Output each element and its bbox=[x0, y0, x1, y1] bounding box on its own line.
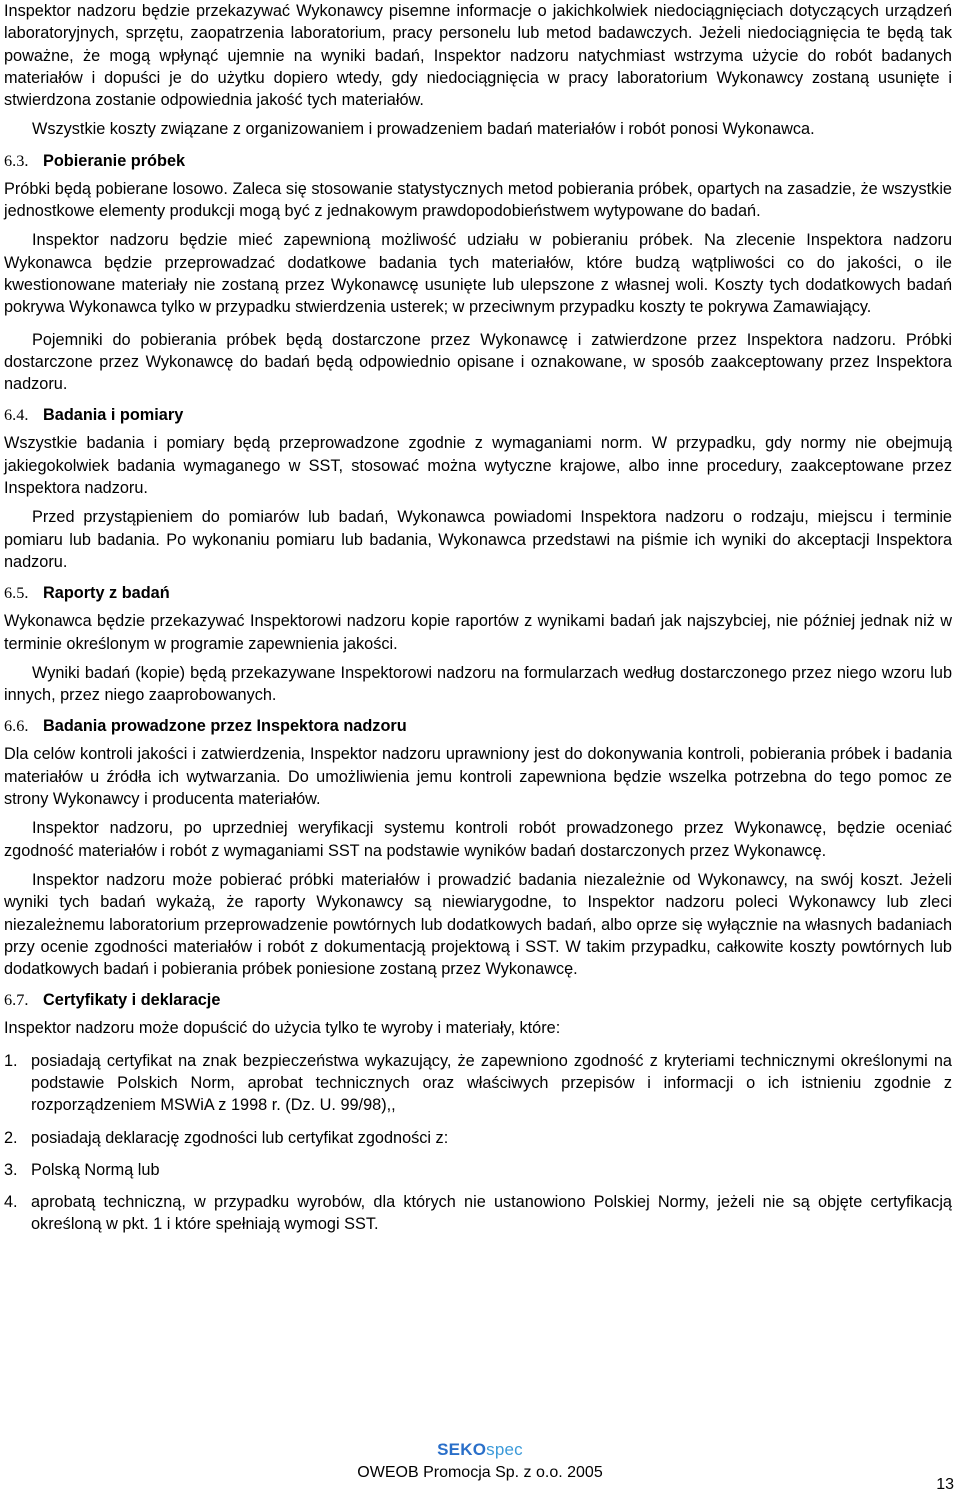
section-heading-6-4 bbox=[4, 404, 952, 426]
section-paragraph: Inspektor nadzoru może pobierać próbki materiałów i prowadzić badania niezależnie od Wykonawcy, na swój koszt. Jeżeli wyniki tych badań wykażą, że raporty Wykonawcy są niewiarygodne, to Inspektor nadzoru poleci Wykonawcy lub zleci niezależnemu laboratorium przeprowadzenie powtórnych lub dodatkowych badań, albo oprze się wyłącznie na własnych badaniach przy ocenie zgodności materiałów i robót z dokumentacją projektową i SST. W takim przypadku, całkowite koszty powtórnych lub dodatkowych badań i pobierania próbek poniesione zostaną przez Wykonawcę. bbox=[4, 870, 952, 979]
section-title: Badania prowadzone przez Inspektora nadzoru bbox=[43, 717, 407, 736]
section-paragraph: Przed przystąpieniem do pomiarów lub badań, Wykonawca powiadomi Inspektora nadzoru o rodzaju, miejscu i terminie pomiaru lub badania. Po wykonaniu pomiaru lub badania, Wykonawca przedstawi na piśmie ich wyniki do akceptacji Inspektora nadzoru. bbox=[4, 508, 952, 571]
section-heading-6-7 bbox=[4, 989, 952, 1011]
list-item-number: 3. bbox=[4, 1160, 18, 1179]
logo-part-spec: spec bbox=[486, 1440, 523, 1459]
certificate-list bbox=[4, 1050, 952, 1236]
footer-company: OWEOB Promocja Sp. z o.o. 2005 bbox=[357, 1464, 603, 1481]
section-number: 6.5. bbox=[4, 583, 29, 603]
section-paragraph: Inspektor nadzoru będzie mieć zapewnioną możliwość udziału w pobieraniu próbek. Na zlecenie Inspektora nadzoru Wykonawca będzie przeprowadzać dodatkowe badania tych materiałów, które budzą wątpliwości co do jakości, o ile kwestionowane materiały nie zostaną przez Wykonawcę usunięte lub ulepszone z własnej woli. Koszty tych dodatkowych badań pokrywa Wykonawca tylko w przypadku stwierdzenia usterek; w przeciwnym przypadku koszty te pokrywa Zamawiający. bbox=[4, 231, 952, 317]
section-paragraph: Pojemniki do pobierania próbek będą dostarczone przez Wykonawcę i zatwierdzone przez Inspektora nadzoru. Próbki dostarczone przez Wykonawcę do badań będą odpowiednio opisane i oznakowane, w sposób zaakceptowany przez Inspektora nadzoru. bbox=[4, 330, 952, 394]
section-paragraph: Wykonawca będzie przekazywać Inspektorowi nadzoru kopie raportów z wynikami badań jak najszybciej, nie później jednak niż w terminie określonym w programie zapewnienia jakości. bbox=[4, 612, 952, 653]
section-title: Raporty z badań bbox=[43, 584, 170, 603]
section-paragraph: Inspektor nadzoru, po uprzedniej weryfikacji systemu kontroli robót prowadzonego przez Wykonawcę, będzie oceniać zgodność materiałów i robót z wymaganiami SST na podstawie wyników badań dostarczonych przez Wykonawcę. bbox=[4, 819, 952, 860]
list-item bbox=[4, 1159, 952, 1181]
section-heading-6-5 bbox=[4, 582, 952, 604]
section-number: 6.6. bbox=[4, 716, 29, 736]
list-item-number: 2. bbox=[4, 1128, 18, 1147]
section-number: 6.3. bbox=[4, 150, 29, 170]
list-item-text: aprobatą techniczną, w przypadku wyrobów, dla których nie ustanowiono Polskiej Normy, jeżeli nie są objęte certyfikacją określoną w pkt. 1 i które spełniają wymogi SST. bbox=[31, 1193, 952, 1234]
section-paragraph: Inspektor nadzoru może dopuścić do użycia tylko te wyroby i materiały, które: bbox=[4, 1019, 561, 1038]
paragraph-costs: Wszystkie koszty związane z organizowaniem i prowadzeniem badań materiałów i robót ponosi Wykonawca. bbox=[32, 120, 815, 139]
section-title: Badania i pomiary bbox=[43, 406, 184, 425]
list-item-text: posiadają certyfikat na znak bezpieczeństwa wykazujący, że zapewniono zgodność z kryteriami technicznymi określonymi na podstawie Polskich Norm, aprobat technicznych oraz właściwych przepisów i informacji o ich istnieniu zgodnie z rozporządzeniem MSWiA z 1998 r. (Dz. U. 99/98),, bbox=[31, 1051, 952, 1115]
section-title: Pobieranie próbek bbox=[43, 151, 186, 170]
list-item bbox=[4, 1191, 952, 1236]
section-paragraph: Wszystkie badania i pomiary będą przeprowadzone zgodnie z wymaganiami norm. W przypadku, gdy normy nie obejmują jakiegokolwiek badania wymaganego w SST, stosować można wytyczne krajowe, albo inne procedury, zaakceptowane przez Inspektora nadzoru. bbox=[4, 434, 952, 498]
section-heading-6-6 bbox=[4, 715, 952, 737]
section-heading-6-3 bbox=[4, 150, 952, 172]
section-number: 6.4. bbox=[4, 405, 29, 425]
list-item-text: posiadają deklarację zgodności lub certyfikat zgodności z: bbox=[31, 1128, 449, 1147]
paragraph-lab-deficiencies: Inspektor nadzoru będzie przekazywać Wykonawcy pisemne informacje o jakichkolwiek niedociągnięciach dotyczących urządzeń laboratoryjnych, sprzętu, zaopatrzenia laboratorium, pracy personelu lub metod badawczych. Jeżeli niedociągnięcia te będą tak poważne, że mogą wpłynąć ujemnie na wyniki badań, Inspektor nadzoru natychmiast wstrzyma użycie do robót badanych materiałów i dopuści je do użytku dopiero wtedy, gdy niedociągnięcia w pracy laboratorium Wykonawcy zostaną usunięte i stwierdzona zostanie odpowiednia jakość tych materiałów. bbox=[4, 2, 952, 110]
section-title: Certyfikaty i deklaracje bbox=[43, 991, 221, 1010]
section-paragraph: Wyniki badań (kopie) będą przekazywane Inspektorowi nadzoru na formularzach według dostarczonego przez niego wzoru lub innych, przez niego zaaprobowanych. bbox=[4, 663, 952, 705]
list-item bbox=[4, 1050, 952, 1117]
document-page bbox=[4, 0, 952, 1236]
list-item-number: 1. bbox=[4, 1051, 18, 1070]
logo-part-seko: SEKO bbox=[437, 1440, 487, 1459]
page-footer bbox=[0, 1440, 960, 1484]
list-item-text: Polską Normą lub bbox=[31, 1160, 160, 1179]
section-paragraph: Dla celów kontroli jakości i zatwierdzenia, Inspektor nadzoru uprawniony jest do dokonywania kontroli, pobierania próbek i badania materiałów u źródła ich wytwarzania. Do umożliwienia jemu kontroli zapewniona będzie wszelka potrzebna do tego pomoc ze strony Wykonawcy i producenta materiałów. bbox=[4, 745, 952, 809]
list-item-number: 4. bbox=[4, 1193, 18, 1212]
section-paragraph: Próbki będą pobierane losowo. Zaleca się stosowanie statystycznych metod pobierania próbek, opartych na zasadzie, że wszystkie jednostkowe elementy produkcji mogą być z jednakowym prawdopodobieństwem wytypowane do badań. bbox=[4, 179, 952, 221]
page-number: 13 bbox=[936, 1476, 954, 1493]
list-item bbox=[4, 1127, 952, 1149]
section-number: 6.7. bbox=[4, 990, 29, 1010]
sekospec-logo bbox=[0, 1440, 960, 1460]
